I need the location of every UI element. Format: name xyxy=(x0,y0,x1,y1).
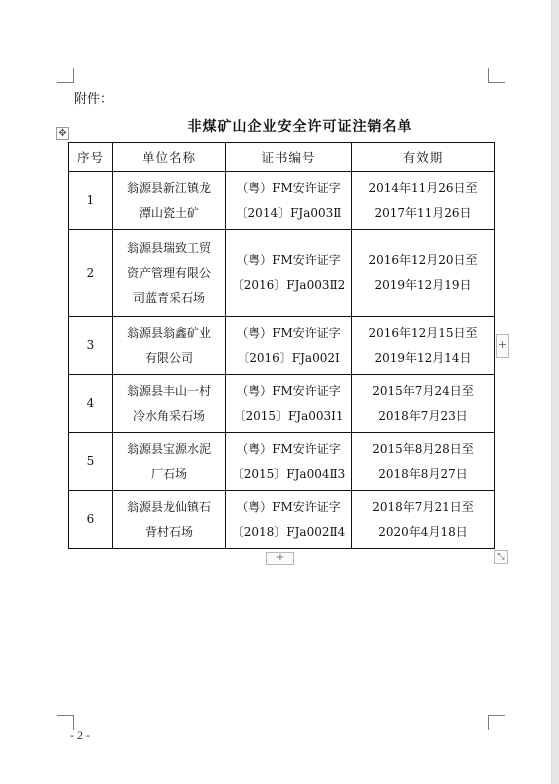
cell-text: 厂石场 xyxy=(150,466,187,481)
table-row xyxy=(69,317,495,375)
table-row xyxy=(69,375,495,433)
attachment-label: 附件： xyxy=(74,92,114,107)
cell-cert[interactable] xyxy=(226,375,352,433)
cell-text: 翁源县丰山一村 xyxy=(126,383,211,398)
cell-text: （粤）FM安许证字 xyxy=(236,441,341,456)
header-no[interactable]: 序号 xyxy=(69,143,113,172)
table-header-row xyxy=(69,143,495,172)
cell-text: （粤）FM安许证字 xyxy=(236,499,341,514)
cell-text: 有限公司 xyxy=(144,350,193,365)
cell-text: 背村石场 xyxy=(144,524,193,539)
cell-validity[interactable] xyxy=(352,375,495,433)
cell-text: 翁源县宝源水泥 xyxy=(126,441,211,456)
cell-text: 2020年4月18日 xyxy=(378,524,468,539)
cell-cert[interactable] xyxy=(226,317,352,375)
cell-text: 2015年7月24日至 xyxy=(372,383,474,398)
cell-unit[interactable] xyxy=(113,317,226,375)
cell-cert[interactable] xyxy=(226,230,352,317)
cell-text: 〔2015〕FJa004Ⅱ3 xyxy=(231,466,346,481)
cell-text: 2017年11月26日 xyxy=(374,205,472,220)
cell-text: 冷水角采石场 xyxy=(132,408,205,423)
cell-text: 2018年7月23日 xyxy=(378,408,468,423)
table-row xyxy=(69,433,495,491)
vertical-scrollbar[interactable] xyxy=(552,0,559,784)
cell-text: 〔2016〕FJa003Ⅱ2 xyxy=(231,278,346,292)
cell-cert[interactable] xyxy=(226,172,352,230)
cell-text: 翁源县瑞致工贸 xyxy=(126,240,211,255)
cell-no[interactable]: 3 xyxy=(69,317,113,375)
cell-no[interactable]: 6 xyxy=(69,491,113,549)
table-row xyxy=(69,172,495,230)
cell-text: 司蓝青采石场 xyxy=(132,290,205,305)
margin-corner-bottom-right xyxy=(488,715,505,730)
cell-validity[interactable] xyxy=(352,433,495,491)
margin-corner-top-left xyxy=(57,68,74,83)
cell-text: 〔2018〕FJa002Ⅱ4 xyxy=(231,524,346,539)
header-validity[interactable]: 有效期 xyxy=(352,143,495,172)
cell-unit[interactable] xyxy=(113,230,226,317)
cell-text: 2016年12月15日至 xyxy=(368,325,478,340)
cell-no[interactable]: 2 xyxy=(69,230,113,317)
header-cert-number[interactable]: 证书编号 xyxy=(226,143,352,172)
table-row xyxy=(69,230,495,317)
cell-text: 资产管理有限公 xyxy=(126,265,211,280)
cell-text: 2016年12月20日至 xyxy=(368,253,478,267)
cell-text: 翁源县龙仙镇石 xyxy=(126,499,211,514)
cell-cert[interactable] xyxy=(226,433,352,491)
cell-unit[interactable] xyxy=(113,172,226,230)
cell-cert[interactable] xyxy=(226,491,352,549)
cell-text: （粤）FM安许证字 xyxy=(236,325,341,340)
cell-validity[interactable] xyxy=(352,230,495,317)
cell-unit[interactable] xyxy=(113,375,226,433)
table-row xyxy=(69,491,495,549)
cell-text: （粤）FM安许证字 xyxy=(236,253,341,267)
document-title: 非煤矿山企业安全许可证注销名单 xyxy=(187,119,413,135)
cell-text: 〔2016〕FJa002Ⅰ xyxy=(237,350,340,365)
cell-text: 2014年11月26日至 xyxy=(368,180,478,195)
cell-text: （粤）FM安许证字 xyxy=(236,180,341,195)
cell-text: 2018年8月27日 xyxy=(378,466,468,481)
cell-text: 翁源县翁鑫矿业 xyxy=(126,325,211,340)
cell-no[interactable]: 1 xyxy=(69,172,113,230)
add-column-plus-icon[interactable]: + xyxy=(496,334,509,358)
header-unit-name[interactable]: 单位名称 xyxy=(113,143,226,172)
cell-text: 潭山瓷土矿 xyxy=(138,205,199,220)
cell-text: 〔2015〕FJa003Ⅰ1 xyxy=(233,408,344,423)
cell-no[interactable]: 5 xyxy=(69,433,113,491)
cell-validity[interactable] xyxy=(352,172,495,230)
cell-no[interactable]: 4 xyxy=(69,375,113,433)
cell-validity[interactable] xyxy=(352,491,495,549)
cell-unit[interactable] xyxy=(113,433,226,491)
add-row-plus-icon[interactable]: + xyxy=(266,552,294,565)
table-move-handle-icon[interactable]: ✥ xyxy=(56,127,69,140)
cell-text: （粤）FM安许证字 xyxy=(236,383,341,398)
cell-text: 2019年12月19日 xyxy=(374,278,472,292)
cell-text: 2018年7月21日至 xyxy=(372,499,474,514)
cell-validity[interactable] xyxy=(352,317,495,375)
margin-corner-top-right xyxy=(488,68,505,83)
table-resize-handle-icon[interactable]: ⤡ xyxy=(494,550,508,564)
cell-unit[interactable] xyxy=(113,491,226,549)
cell-text: 〔2014〕FJa003Ⅱ xyxy=(235,205,342,220)
cell-text: 2015年8月28日至 xyxy=(372,441,474,456)
cell-text: 2019年12月14日 xyxy=(374,350,472,365)
license-table xyxy=(68,142,495,549)
cell-text: 翁源县新江镇龙 xyxy=(126,180,211,195)
page-number: - 2 - xyxy=(70,728,90,742)
